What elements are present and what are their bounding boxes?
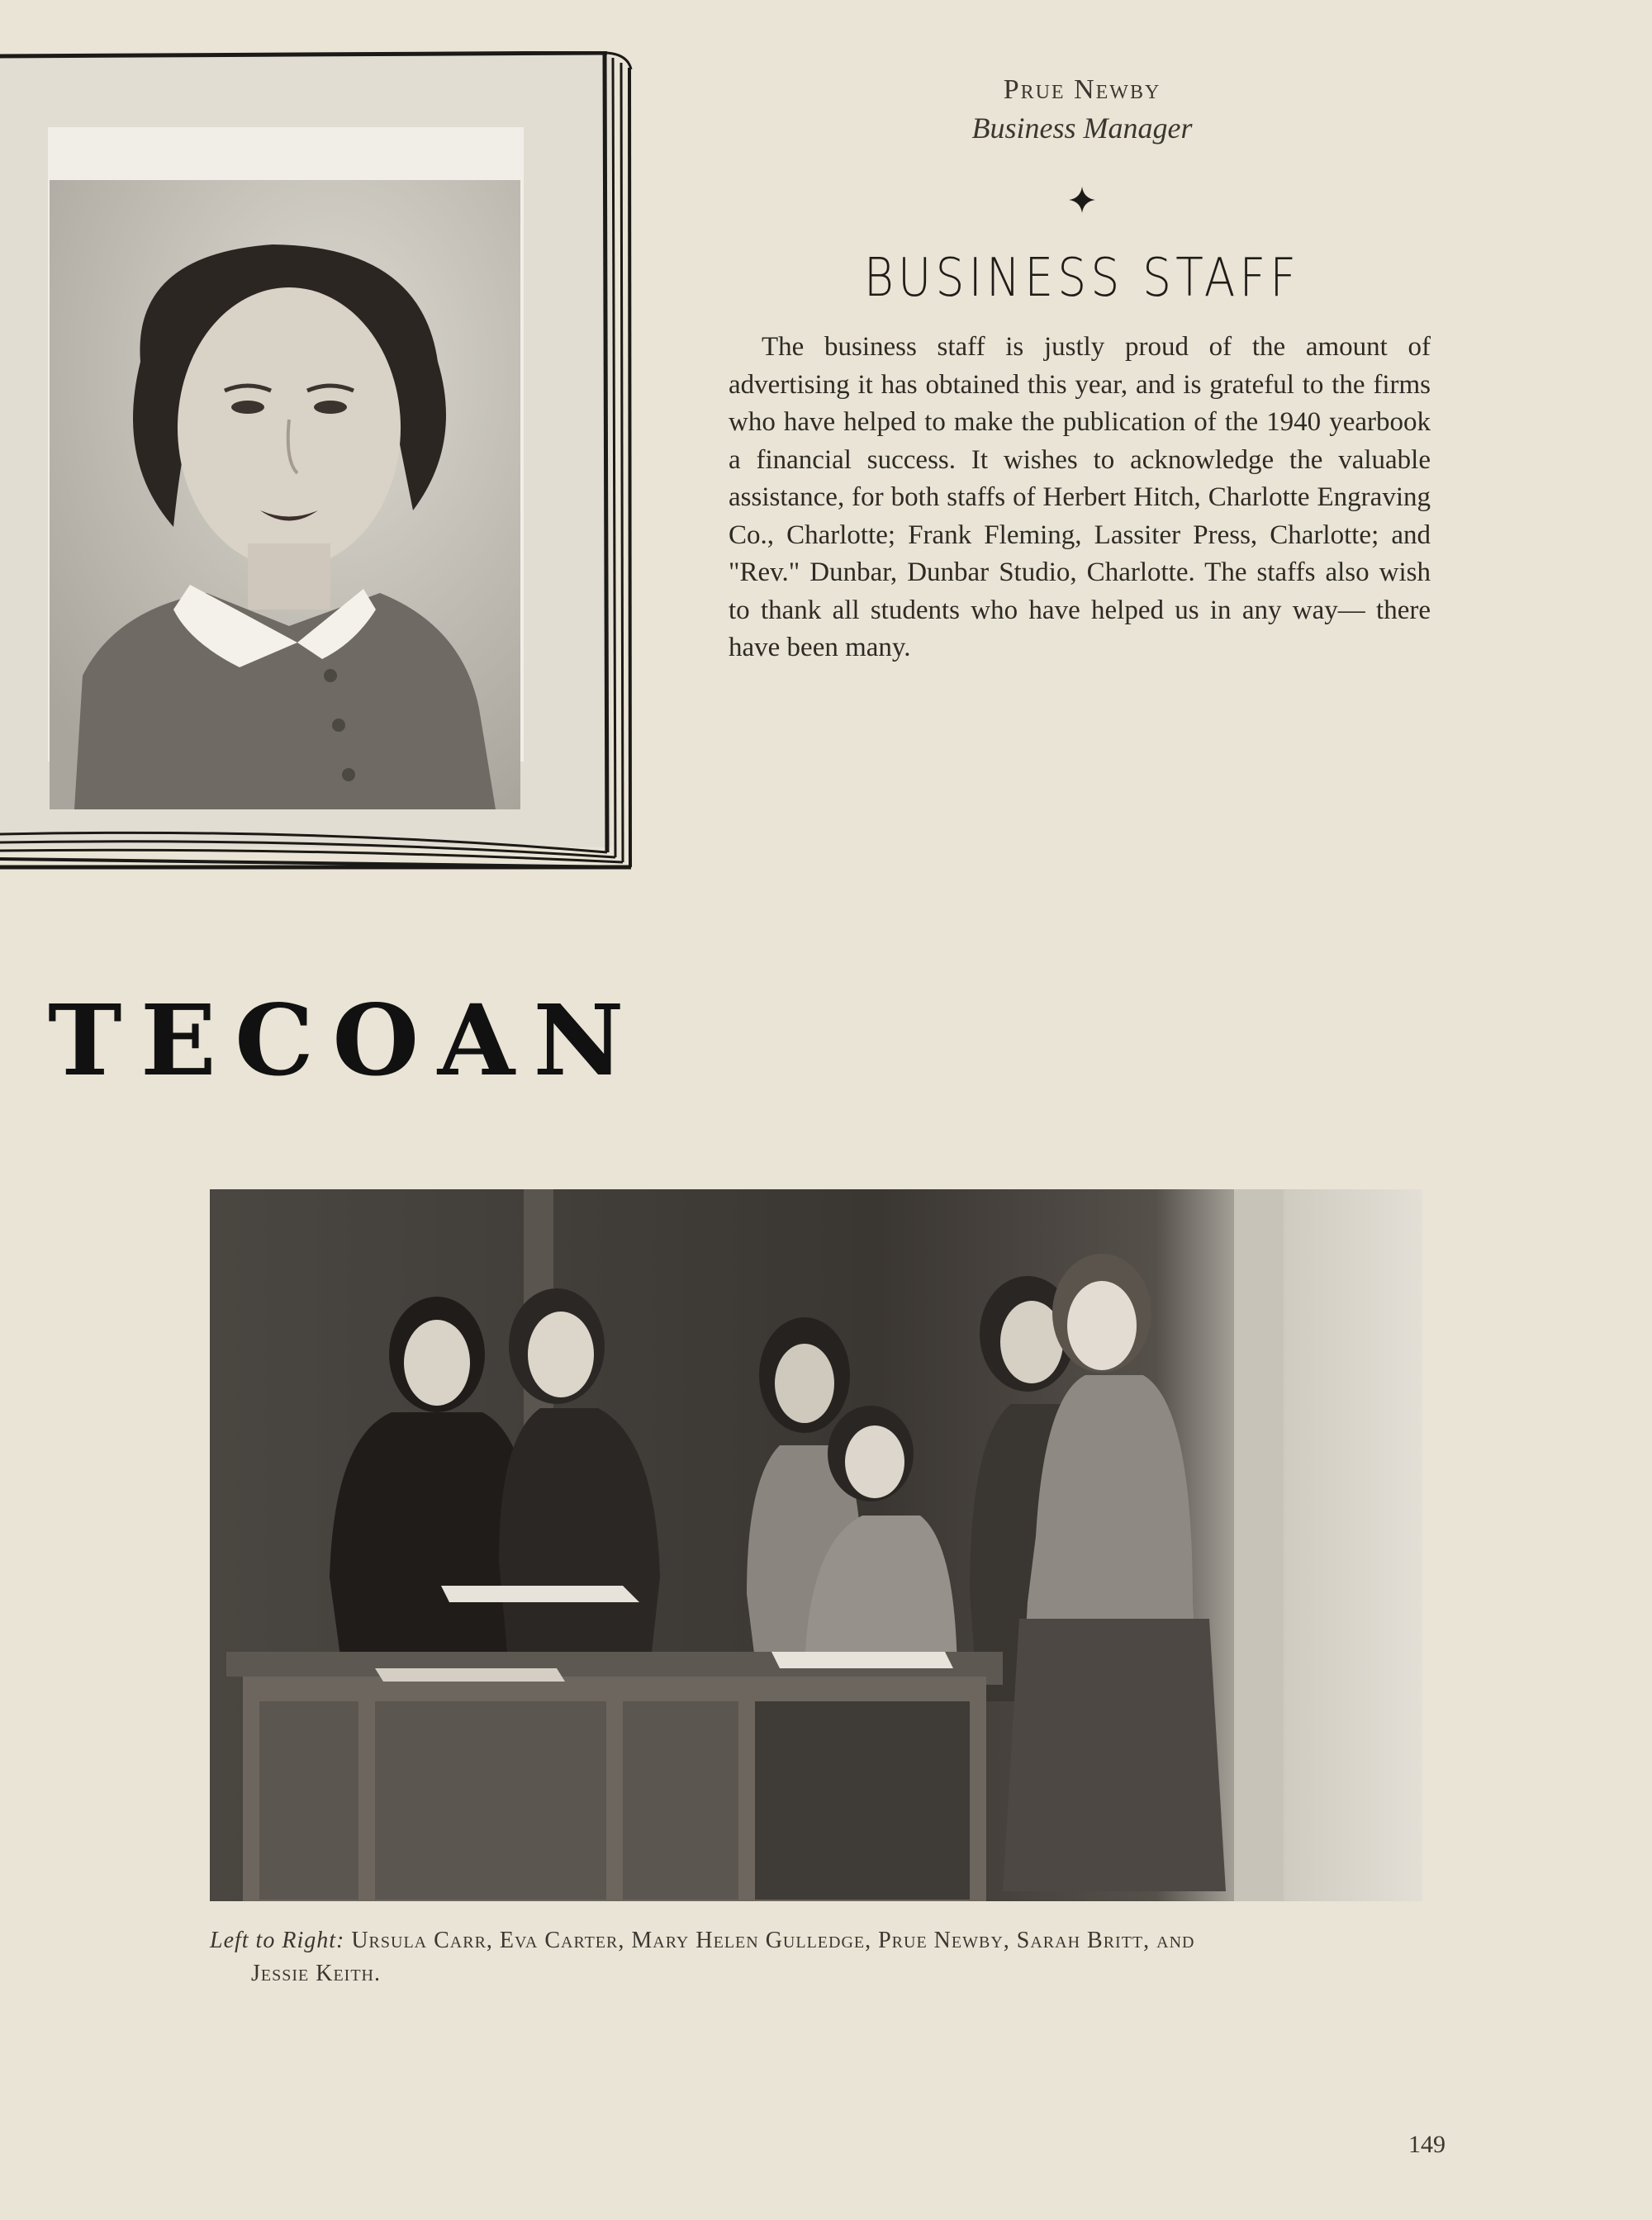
group-photo: [210, 1189, 1422, 1901]
caption-names-line2: Jessie Keith.: [251, 1961, 381, 1986]
section-heading: BUSINESS STAFF: [863, 248, 1301, 309]
publication-title: TECOAN: [48, 983, 643, 1098]
portrait-photo: [50, 180, 520, 809]
caption-names-line1: Ursula Carr, Eva Carter, Mary Helen Gulledge, Prue Newby, Sarah Britt, and: [351, 1928, 1195, 1953]
diamond-ornament-icon: [1066, 183, 1099, 216]
portrait-illustration: [50, 180, 520, 809]
portrait-name: Prue Newby: [1003, 74, 1161, 105]
group-photo-illustration: [210, 1189, 1422, 1901]
caption-lead: Left to Right:: [210, 1928, 345, 1953]
group-photo-caption: [210, 1924, 1427, 1990]
section-body: The business staff is justly proud of the amount of advertising it has obtained this year, and is grateful to the firms who have helped to make the publication of the 1940 yearbook a financial success. It wishes to acknowledge the valuable assistance, for both staffs of Herbert Hitch, Charlotte Engraving Co., Charlotte; Frank Fleming, Lassiter Press, Charlotte; and "Rev." Dunbar, Dunbar Studio, Charlotte. The staffs also wish to thank all students who have helped us in any way— there have been many.: [729, 332, 1431, 662]
portrait-role: Business Manager: [971, 111, 1193, 145]
page-number: 149: [1408, 2131, 1446, 2158]
portrait-frame: [0, 51, 643, 870]
